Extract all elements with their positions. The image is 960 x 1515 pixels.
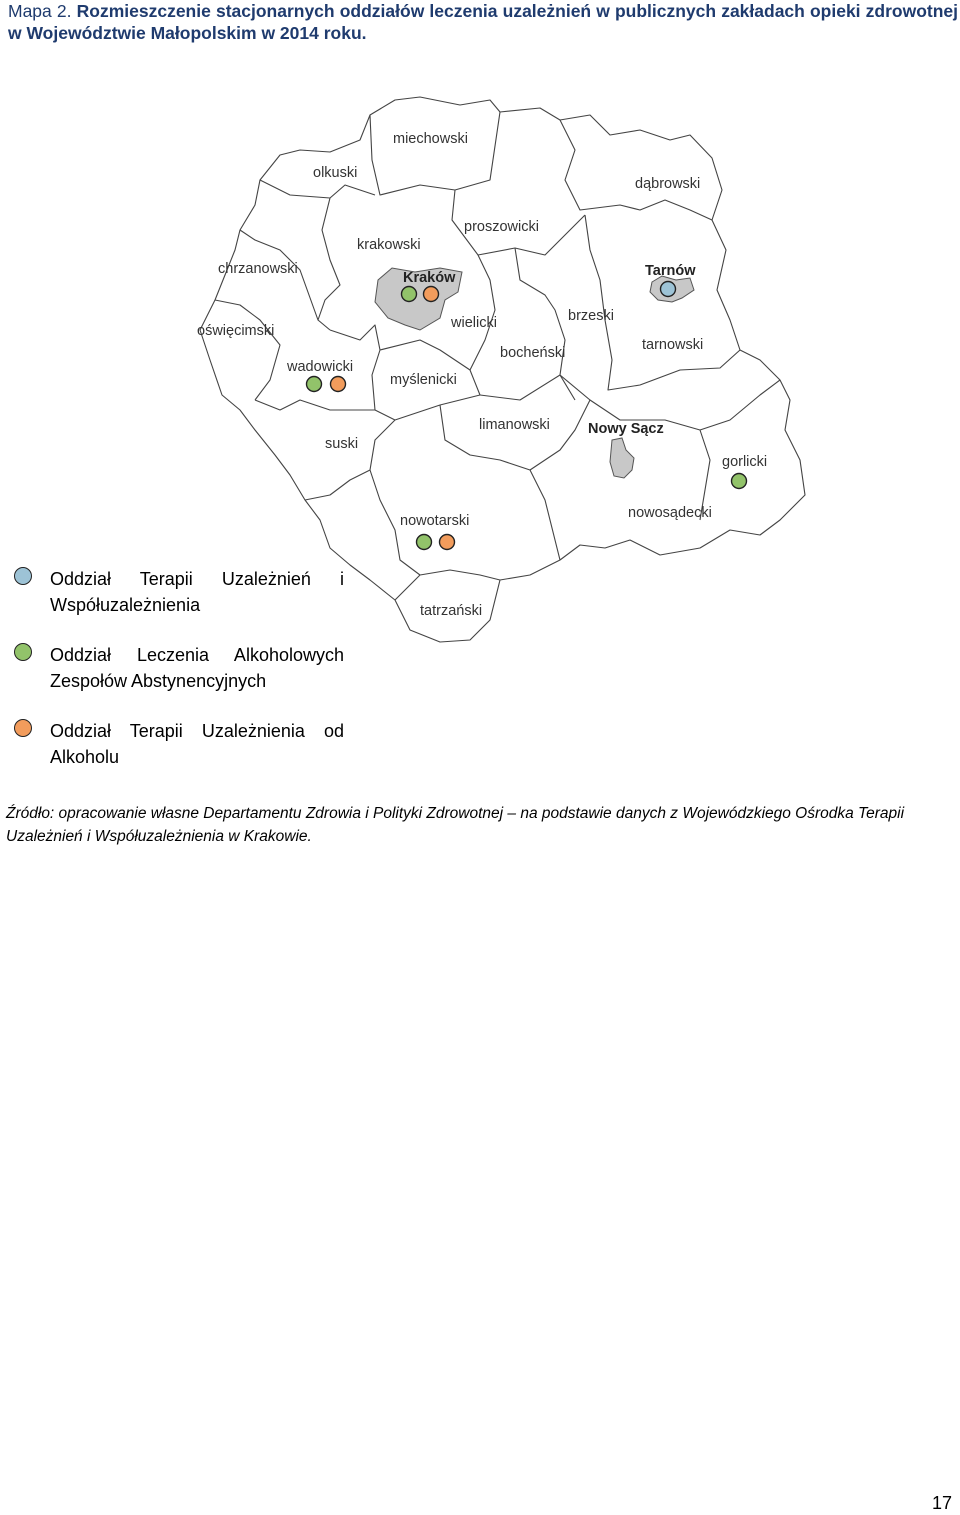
legend-item xyxy=(14,718,344,770)
district-label-gorlicki: gorlicki xyxy=(722,454,768,470)
district-label-krakow: Kraków xyxy=(403,270,456,286)
district-label-miechowski: miechowski xyxy=(393,131,468,147)
marker-wadowicki-alcohol-syndrome xyxy=(307,377,322,392)
border-limanowski-north xyxy=(480,375,590,400)
district-label-bochenski: bocheński xyxy=(500,345,566,361)
district-label-chrzanowski: chrzanowski xyxy=(218,261,298,277)
border-bochenski-brzeski xyxy=(515,248,575,400)
legend-item xyxy=(14,566,344,618)
district-label-nowy-sacz: Nowy Sącz xyxy=(588,421,664,437)
district-label-wielicki: wielicki xyxy=(451,315,497,331)
border-oswiecimski-south xyxy=(215,300,280,400)
district-label-krakowski: krakowski xyxy=(357,237,421,253)
district-label-tatrzanski: tatrzański xyxy=(420,603,483,619)
legend-dot-alcohol-syndrome xyxy=(14,643,32,661)
legend-label: Oddział Terapii Uzależnienia od Alkoholu xyxy=(50,721,344,767)
page-number: 17 xyxy=(931,1493,952,1513)
border-gorlicki xyxy=(700,380,780,430)
district-label-wadowicki: wadowicki xyxy=(287,359,354,375)
district-label-limanowski: limanowski xyxy=(479,417,550,433)
source-note: Źródło: opracowanie własne Departamentu Zdrowia i Polityki Zdrowotnej – na podstawie danych z Wojewódzkiego Ośrodka Terapii Uzależnień i Współuzależnienia w Krakowie. xyxy=(6,805,905,845)
district-label-myslenicki: myślenicki xyxy=(390,372,457,388)
district-label-proszowicki: proszowicki xyxy=(464,219,539,235)
district-label-tarnow: Tarnów xyxy=(645,263,696,279)
border-olkuski-south xyxy=(260,180,375,198)
legend-label: Oddział Leczenia Alkoholowych Zespołów Abstynencyjnych xyxy=(50,645,344,691)
marker-nowotarski-alcohol-therapy xyxy=(440,535,455,550)
nowy-sacz-city-area xyxy=(610,438,634,478)
marker-tarnow-addiction-therapy xyxy=(661,282,676,297)
border-tatrzanski xyxy=(395,570,500,600)
district-label-suski: suski xyxy=(325,436,359,452)
border-wielicki-bochenski xyxy=(470,255,495,370)
marker-krakow-alcohol-syndrome xyxy=(402,287,417,302)
legend-dot-addiction-therapy xyxy=(14,567,32,585)
district-label-tarnowski: tarnowski xyxy=(642,337,704,353)
district-label-oswiecimski: oświęcimski xyxy=(197,323,275,339)
district-label-olkuski: olkuski xyxy=(313,165,358,181)
border-chrzanowski-krakowski xyxy=(318,198,340,330)
district-label-nowosadecki: nowosądecki xyxy=(628,505,712,521)
border-brzeski-tarnowski xyxy=(585,215,740,390)
marker-krakow-alcohol-therapy xyxy=(424,287,439,302)
border-olkuski-miechowski xyxy=(370,112,500,195)
map-title-text: Rozmieszczenie stacjonarnych oddziałów leczenia uzależnień w publicznych zakładach opieki zdrowotnej w Województwie Małopolskim w 2014 roku. xyxy=(8,1,959,43)
legend-label: Oddział Terapii Uzależnień i Współuzależnienia xyxy=(50,569,344,615)
marker-nowotarski-alcohol-syndrome xyxy=(417,535,432,550)
marker-gorlicki-alcohol-syndrome xyxy=(732,474,747,489)
marker-wadowicki-alcohol-therapy xyxy=(331,377,346,392)
district-label-nowotarski: nowotarski xyxy=(400,513,470,529)
legend-item xyxy=(14,642,344,694)
map-label: Mapa 2. xyxy=(8,1,72,21)
map-legend xyxy=(14,566,344,794)
legend-dot-alcohol-therapy xyxy=(14,719,32,737)
district-label-brzeski: brzeski xyxy=(568,308,614,324)
district-label-dabrowski: dąbrowski xyxy=(635,176,701,192)
